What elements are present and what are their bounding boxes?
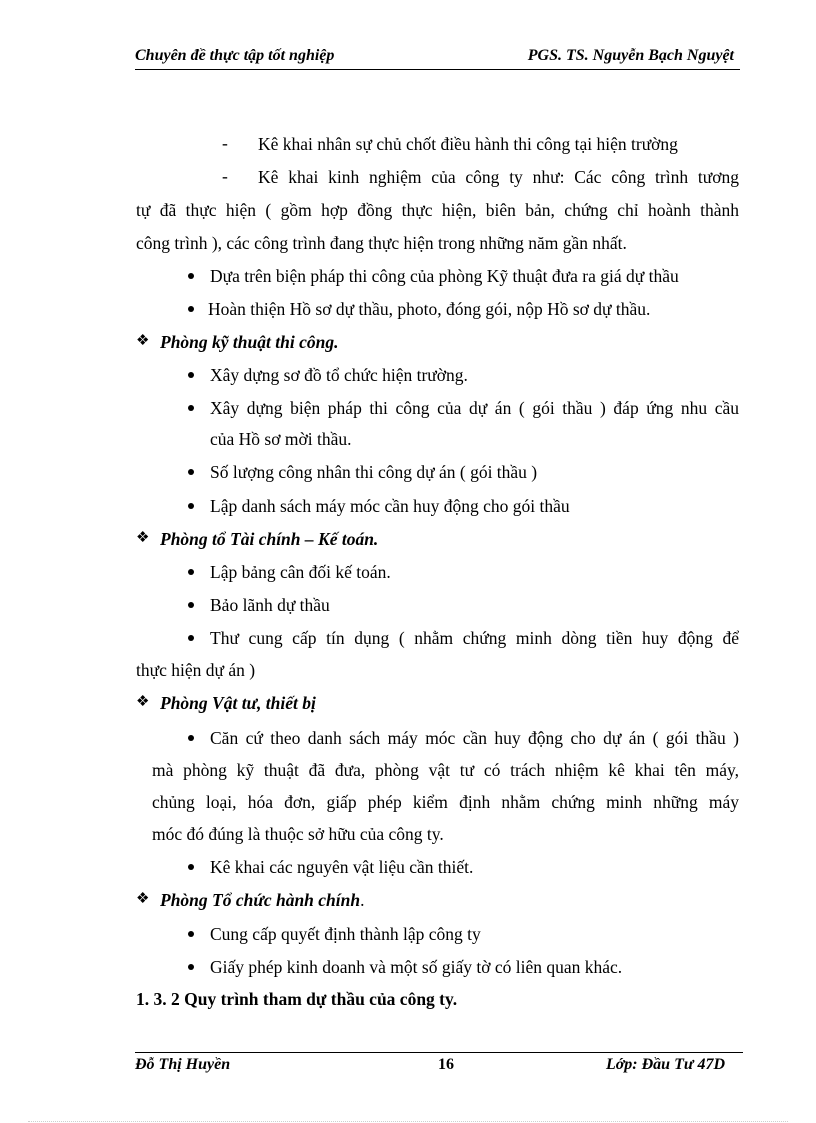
bullet-item-1: Dựa trên biện pháp thi công của phòng Kỹ thuật đưa ra giá dự thầu xyxy=(210,266,679,286)
bullet-item-10-line-3: chủng loại, hóa đơn, giấp phép kiểm định nhằm chứng minh những máy xyxy=(152,792,739,812)
bullet-icon xyxy=(188,964,194,970)
bullet-icon xyxy=(188,602,194,608)
bullet-icon xyxy=(188,864,194,870)
bullet-item-7: Lập bảng cân đối kế toán. xyxy=(210,562,391,582)
page-header xyxy=(135,47,740,70)
bullet-icon xyxy=(188,735,194,741)
diamond-icon: ❖ xyxy=(136,333,150,349)
header-supervisor: PGS. TS. Nguyễn Bạch Nguyệt xyxy=(527,47,734,64)
bullet-icon xyxy=(188,405,194,411)
heading-technical-department: Phòng kỹ thuật thi công. xyxy=(160,332,339,352)
bullet-icon xyxy=(188,503,194,509)
header-title: Chuyên đề thực tập tốt nghiệp xyxy=(135,47,335,64)
diamond-icon: ❖ xyxy=(136,891,150,907)
bullet-icon xyxy=(188,372,194,378)
footer-author: Đỗ Thị Huyền xyxy=(135,1056,231,1073)
bullet-icon xyxy=(188,273,194,279)
heading-admin-text: Phòng Tổ chức hành chính xyxy=(160,890,361,910)
bullet-icon xyxy=(188,569,194,575)
bullet-item-4-line-2: của Hồ sơ mời thầu. xyxy=(210,429,352,449)
heading-materials-department: Phòng Vật tư, thiết bị xyxy=(160,693,316,713)
bullet-item-10-line-1: Căn cứ theo danh sách máy móc cần huy động cho dự án ( gói thầu ) xyxy=(210,728,739,748)
section-title: 1. 3. 2 Quy trình tham dự thầu của công ty. xyxy=(136,989,458,1009)
heading-admin-department xyxy=(160,889,365,911)
heading-admin-period: . xyxy=(360,890,365,910)
bullet-icon xyxy=(188,931,194,937)
dash-marker: - xyxy=(222,133,228,153)
page-bottom-divider xyxy=(28,1121,788,1122)
bullet-item-3: Xây dựng sơ đồ tổ chức hiện trường. xyxy=(210,365,468,385)
bullet-item-10-line-2: mà phòng kỹ thuật đã đưa, phòng vật tư có trách nhiệm kê khai tên máy, xyxy=(152,760,739,780)
dash-item-2-line-3: công trình ), các công trình đang thực hiện trong những năm gần nhất. xyxy=(136,233,627,253)
bullet-icon xyxy=(188,469,194,475)
bullet-item-9-line-2: thực hiện dự án ) xyxy=(136,660,256,680)
diamond-icon: ❖ xyxy=(136,530,150,546)
bullet-item-5: Số lượng công nhân thi công dự án ( gói thầu ) xyxy=(210,462,538,482)
bullet-item-4-line-1: Xây dựng biện pháp thi công của dự án ( gói thầu ) đáp ứng nhu cầu xyxy=(210,398,739,418)
bullet-item-9-line-1: Thư cung cấp tín dụng ( nhằm chứng minh dòng tiền huy động để xyxy=(210,628,739,648)
bullet-item-12: Cung cấp quyết định thành lập công ty xyxy=(210,924,481,944)
bullet-icon xyxy=(188,306,194,312)
diamond-icon: ❖ xyxy=(136,694,150,710)
bullet-item-2: Hoàn thiện Hồ sơ dự thầu, photo, đóng gói, nộp Hồ sơ dự thầu. xyxy=(208,299,651,319)
footer-class: Lớp: Đầu Tư 47D xyxy=(605,1056,725,1073)
dash-item-2-line-2: tự đã thực hiện ( gồm hợp đồng thực hiện, biên bản, chứng chỉ hoành thành xyxy=(136,200,739,220)
dash-item-1: Kê khai nhân sự chủ chốt điều hành thi công tại hiện trường xyxy=(258,134,678,154)
dash-marker: - xyxy=(222,166,228,186)
bullet-icon xyxy=(188,635,194,641)
page-footer xyxy=(135,1052,743,1079)
bullet-item-8: Bảo lãnh dự thầu xyxy=(210,595,330,615)
bullet-item-10-line-4: móc đó đúng là thuộc sở hữu của công ty. xyxy=(152,824,444,844)
heading-finance-department: Phòng tổ Tài chính – Kế toán. xyxy=(160,529,379,549)
bullet-item-6: Lập danh sách máy móc cần huy động cho gói thầu xyxy=(210,496,570,516)
bullet-item-13: Giấy phép kinh doanh và một số giấy tờ có liên quan khác. xyxy=(210,957,623,977)
dash-item-2-line-1: Kê khai kinh nghiệm của công ty như: Các công trình tương xyxy=(258,167,739,187)
bullet-item-11: Kê khai các nguyên vật liệu cần thiết. xyxy=(210,857,474,877)
page-number: 16 xyxy=(438,1056,454,1073)
